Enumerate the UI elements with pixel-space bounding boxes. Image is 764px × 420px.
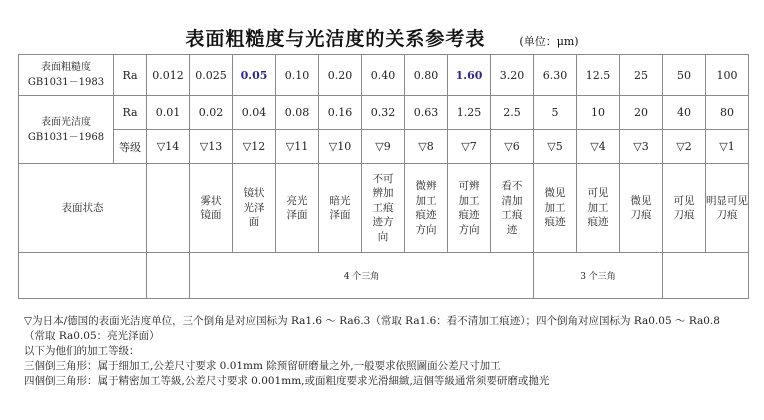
state-line: 可见 bbox=[587, 187, 609, 200]
grade-cell: ▽8 bbox=[405, 130, 448, 164]
grade-cell: ▽9 bbox=[362, 130, 405, 164]
state-line: 加工 bbox=[415, 194, 437, 207]
surface-state-cell bbox=[190, 164, 233, 253]
surface-state-cell bbox=[577, 164, 620, 253]
ra-1983-cell: 50 bbox=[663, 55, 706, 96]
state-line: 方向 bbox=[415, 223, 437, 236]
roughness-standard-header bbox=[19, 55, 114, 96]
note-line: 以下为他们的加工等级： bbox=[24, 345, 140, 357]
ra-1983-cell: 100 bbox=[706, 55, 749, 96]
state-line: 刀痕 bbox=[630, 209, 652, 221]
finish-label-line: 表面光洁度 bbox=[41, 116, 91, 128]
ra-1983-cell: 6.30 bbox=[534, 55, 577, 96]
title-text: 表面粗糙度与光洁度的关系参考表 bbox=[185, 28, 486, 50]
state-line: 加工 bbox=[458, 194, 480, 207]
ra-1983-cell: 0.80 bbox=[405, 55, 448, 96]
ra-1983-cell: 3.20 bbox=[491, 55, 534, 96]
roughness-label-line: 表面粗糙度 bbox=[41, 62, 91, 73]
grade-cell: ▽11 bbox=[276, 130, 319, 164]
state-line: 镜面 bbox=[200, 209, 222, 221]
surface-state-cell bbox=[663, 164, 706, 253]
blank-cell bbox=[19, 253, 147, 299]
state-line: 不可 bbox=[372, 172, 394, 185]
table-row bbox=[19, 96, 749, 130]
state-line: 方向 bbox=[458, 223, 480, 236]
ra-1968-cell: 0.01 bbox=[147, 96, 190, 130]
state-line: 工痕 bbox=[372, 201, 394, 214]
ra-1983-cell: 12.5 bbox=[577, 55, 620, 96]
surface-state-cell bbox=[405, 164, 448, 253]
grade-cell: ▽2 bbox=[663, 130, 706, 164]
surface-state-label: 表面状态 bbox=[19, 164, 147, 253]
ra-1968-cell: 0.63 bbox=[405, 96, 448, 130]
surface-state-cell bbox=[319, 164, 362, 253]
state-line: 向 bbox=[377, 230, 389, 243]
ra-1968-cell: 0.04 bbox=[233, 96, 276, 130]
ra-1968-cell: 0.08 bbox=[276, 96, 319, 130]
state-line: 看不 bbox=[501, 180, 523, 192]
blank-cell bbox=[147, 164, 190, 253]
state-line: 泽面 bbox=[329, 209, 351, 221]
table-row bbox=[19, 164, 749, 253]
state-line: 加工 bbox=[544, 201, 566, 214]
state-line: 暗光 bbox=[329, 194, 351, 207]
grade-cell: ▽12 bbox=[233, 130, 276, 164]
surface-state-cell bbox=[491, 164, 534, 253]
ra-1983-cell: 0.025 bbox=[190, 55, 233, 96]
grade-cell: ▽4 bbox=[577, 130, 620, 164]
grade-cell: ▽1 bbox=[706, 130, 749, 164]
ra-1983-cell: 0.05 bbox=[233, 55, 276, 96]
four-triangle-group: 4 个三角 bbox=[190, 253, 534, 299]
blank-cell bbox=[663, 253, 749, 299]
surface-state-cell bbox=[620, 164, 663, 253]
surface-state-cell bbox=[448, 164, 491, 253]
note-line: 三個倒三角形：属于细加工,公差尺寸要求 0.01mm 除预留研磨量之外,一般要求依照圖面公差尺寸加工 bbox=[24, 360, 501, 372]
state-line: 可辨 bbox=[458, 180, 480, 192]
grade-cell: ▽3 bbox=[620, 130, 663, 164]
unit-label: (单位：μm) bbox=[519, 35, 579, 48]
table-row bbox=[19, 253, 749, 299]
ra-1968-cell: 40 bbox=[663, 96, 706, 130]
roughness-label-line: GB1031－1983 bbox=[27, 77, 105, 88]
surface-state-cell bbox=[706, 164, 749, 253]
state-line: 明显可见刀痕 bbox=[706, 194, 748, 221]
blank-cell bbox=[147, 253, 190, 299]
state-line: 清加 bbox=[501, 194, 523, 207]
state-line: 光泽 bbox=[243, 201, 265, 214]
state-line: 亮光 bbox=[286, 194, 308, 207]
state-line: 镜状 bbox=[243, 187, 265, 200]
ra-label: Ra bbox=[114, 55, 147, 96]
grade-cell: ▽6 bbox=[491, 130, 534, 164]
surface-state-cell bbox=[362, 164, 405, 253]
state-line: 工痕 bbox=[501, 209, 523, 221]
state-line: 面 bbox=[248, 216, 260, 229]
state-line: 痕迹 bbox=[587, 216, 609, 229]
table-row bbox=[19, 130, 749, 164]
ra-1983-cell: 0.20 bbox=[319, 55, 362, 96]
grade-cell: ▽13 bbox=[190, 130, 233, 164]
ra-1968-cell: 2.5 bbox=[491, 96, 534, 130]
ra-1968-cell: 5 bbox=[534, 96, 577, 130]
finish-standard-header bbox=[19, 96, 114, 164]
ra-1968-cell: 80 bbox=[706, 96, 749, 130]
ra-1968-cell: 0.16 bbox=[319, 96, 362, 130]
surface-state-cell bbox=[276, 164, 319, 253]
note-line: ▽为日本/德国的表面光洁度单位，三个倒角是对应国标为 Ra1.6 ～ Ra6.3（常取 Ra1.6：看不清加工痕迹）；四个倒角对应国标为 Ra0.05 ～ Ra0.8 （常取 Ra0.05：亮光泽面） bbox=[24, 315, 720, 342]
ra-1983-cell: 0.012 bbox=[147, 55, 190, 96]
finish-label-line: GB1031－1968 bbox=[27, 131, 105, 143]
grade-cell: ▽5 bbox=[534, 130, 577, 164]
state-line: 辨加 bbox=[372, 187, 394, 200]
surface-state-cell bbox=[534, 164, 577, 253]
grade-cell: ▽7 bbox=[448, 130, 491, 164]
note-line: 四個倒三角形：属于精密加工等級,公差尺寸要求 0.001mm,或面粗度要求光滑細緻,這個等級通常须要研磨或拋光 bbox=[24, 375, 550, 387]
grade-cell: ▽10 bbox=[319, 130, 362, 164]
state-line: 痕迹 bbox=[415, 209, 437, 221]
grade-cell: ▽14 bbox=[147, 130, 190, 164]
table-row bbox=[19, 55, 749, 96]
state-line: 痕迹 bbox=[544, 216, 566, 229]
ra-1968-cell: 0.02 bbox=[190, 96, 233, 130]
surface-state-cell bbox=[233, 164, 276, 253]
ra-1983-cell: 0.10 bbox=[276, 55, 319, 96]
ra-label: Ra bbox=[114, 96, 147, 130]
state-line: 迹 bbox=[506, 223, 518, 236]
roughness-finish-table bbox=[18, 54, 749, 299]
ra-1968-cell: 1.25 bbox=[448, 96, 491, 130]
ra-1983-cell: 25 bbox=[620, 55, 663, 96]
state-line: 刀痕 bbox=[673, 209, 695, 221]
state-line: 雾状 bbox=[200, 194, 222, 207]
state-line: 微辨 bbox=[415, 180, 437, 192]
ra-1983-cell: 1.60 bbox=[448, 55, 491, 96]
ra-1983-cell: 0.40 bbox=[362, 55, 405, 96]
notes-section bbox=[24, 314, 744, 389]
ra-1968-cell: 10 bbox=[577, 96, 620, 130]
state-line: 加工 bbox=[587, 201, 609, 214]
ra-1968-cell: 20 bbox=[620, 96, 663, 130]
ra-1968-cell: 0.32 bbox=[362, 96, 405, 130]
grade-label: 等级 bbox=[114, 130, 147, 164]
state-line: 微见 bbox=[544, 187, 566, 200]
state-line: 痕迹 bbox=[458, 209, 480, 221]
state-line: 泽面 bbox=[286, 209, 308, 221]
state-line: 微见 bbox=[630, 194, 652, 207]
state-line: 可见 bbox=[673, 194, 695, 207]
table-title bbox=[0, 24, 764, 51]
three-triangle-group: 3 个三角 bbox=[534, 253, 663, 299]
state-line: 迹方 bbox=[372, 216, 394, 229]
